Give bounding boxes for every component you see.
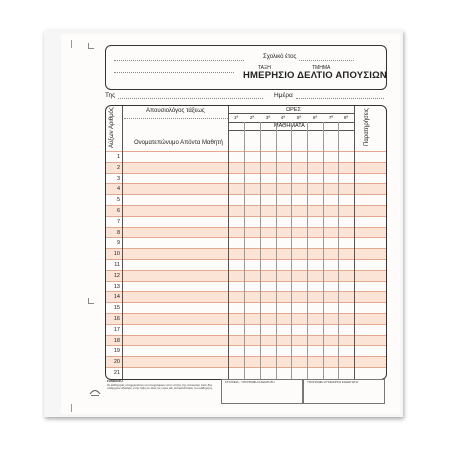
table-row[interactable]: [106, 345, 386, 356]
table-row[interactable]: [106, 151, 386, 162]
registry-line: [124, 118, 228, 119]
class-label: ΤΑΞΗ: [258, 65, 271, 71]
student-name-header: Ονοματεπώνυμο Απόντα Μαθητή: [134, 140, 223, 146]
corner-mark-middle: [88, 298, 94, 304]
period-5-header: 5ª: [296, 115, 302, 120]
table-row[interactable]: [106, 281, 386, 292]
form-title: ΗΜΕΡΗΣΙΟ ΔΕΛΤΙΟ ΑΠΟΥΣΙΩΝ: [243, 70, 387, 81]
row-number: 8: [116, 229, 120, 236]
header-box: [105, 45, 387, 90]
col-divider-period: [260, 122, 261, 379]
row-number: 3: [116, 175, 120, 182]
period-8-header: 8ª: [343, 115, 349, 120]
school-year-label: Σχολικό έτος: [263, 54, 297, 60]
row-number: 21: [113, 370, 120, 376]
col-divider-period: [338, 122, 339, 379]
form-footer: [105, 379, 385, 403]
registry-header: Απουσιολόγος τάξεως: [146, 108, 205, 114]
period-1-header: 1ª: [233, 115, 239, 120]
note-text: Οι καθηγητές υποχρεούνται να υπογράφουν στην στήλη της απουσίας όταν δεν υπάρχουν αλλαγές στην τάξη σε όλες τις ώρες και αντικατάσταση του καθηγητή.: [107, 383, 213, 391]
row-number: 20: [113, 359, 120, 366]
row-number: 11: [114, 262, 120, 268]
row-number: 2: [116, 164, 120, 171]
margin-tick-top: [71, 40, 72, 48]
row-number: 1: [116, 154, 120, 160]
section-label: ΤΜΗΜΑ: [312, 65, 331, 71]
subjects-header: ΜΑΘΗΜΑΤΑ: [274, 123, 305, 129]
col-divider-period: [244, 122, 245, 379]
table-header: [106, 106, 386, 151]
hours-divider: [228, 113, 354, 114]
row-number: 10: [113, 251, 120, 258]
serial-number-header: Αύξων Αριθμός: [109, 107, 115, 148]
period-4-header: 4ª: [280, 115, 286, 120]
table-row[interactable]: [106, 227, 386, 238]
margin-tick-bottom: [71, 404, 72, 412]
row-number: 18: [113, 337, 120, 344]
table-row[interactable]: [106, 162, 386, 173]
of-label: Της: [105, 92, 116, 99]
rows-container: [106, 151, 386, 379]
day-field[interactable]: [296, 98, 384, 99]
col-divider-remarks: [354, 106, 355, 379]
principal-signature-box[interactable]: [303, 379, 385, 404]
table-row[interactable]: [106, 259, 386, 270]
absence-table: [105, 105, 387, 380]
row-number: 12: [113, 272, 120, 279]
row-number: 7: [116, 218, 120, 225]
table-row[interactable]: [106, 302, 386, 313]
school-year-field[interactable]: [299, 60, 354, 61]
teacher-signature-box[interactable]: [221, 379, 303, 404]
col-divider-period: [276, 122, 277, 379]
col-divider-name: [228, 106, 229, 379]
col-divider-period: [307, 122, 308, 379]
row-number: 13: [113, 283, 120, 290]
row-number: 19: [113, 348, 120, 355]
row-number: 14: [113, 294, 120, 301]
table-row[interactable]: [106, 335, 386, 346]
period-7-header: 7ª: [328, 115, 334, 120]
header-blank-line[interactable]: [114, 60, 244, 61]
table-row[interactable]: [106, 291, 386, 302]
row-number: 6: [116, 208, 120, 214]
period-6-header: 6ª: [312, 115, 318, 120]
table-row[interactable]: [106, 205, 386, 216]
row-number: 4: [116, 186, 120, 193]
period-3-header: 3ª: [265, 115, 271, 120]
day-label: Ημέρα: [274, 92, 293, 99]
publisher-logo: [88, 386, 102, 398]
table-row[interactable]: [106, 183, 386, 194]
period-2-header: 2ª: [249, 115, 255, 120]
date-field[interactable]: [118, 98, 263, 99]
row-number: 15: [113, 305, 120, 312]
row-number: 17: [113, 326, 120, 333]
table-row[interactable]: [106, 270, 386, 281]
table-row[interactable]: [106, 313, 386, 324]
table-row[interactable]: [106, 356, 386, 367]
table-row[interactable]: [106, 324, 386, 335]
col-divider-period: [291, 122, 292, 379]
table-row[interactable]: [106, 173, 386, 184]
table-row[interactable]: [106, 367, 386, 378]
hours-header: ΩΡΕΣ: [286, 107, 301, 113]
table-row[interactable]: [106, 248, 386, 259]
corner-mark-top: [88, 43, 94, 49]
table-row[interactable]: [106, 216, 386, 227]
note-box: [105, 379, 219, 402]
table-row[interactable]: [106, 237, 386, 248]
teacher-signature-label: ΣΤΟΙΧΕΙΑ - ΥΠΟΓΡΑΦΗ ΚΑΘΗΓΗΤΗ: [225, 380, 275, 384]
row-number: 16: [113, 316, 120, 322]
remarks-header: Παρατηρήσεις: [364, 108, 370, 146]
row-number: 9: [116, 240, 120, 247]
col-divider-period: [323, 122, 324, 379]
class-field[interactable]: [114, 72, 234, 73]
col-divider-serial: [122, 106, 123, 379]
note-title: ΣΗΜΕΙΩΣΗ: [107, 379, 123, 383]
table-row[interactable]: [106, 194, 386, 205]
row-number: 5: [116, 197, 120, 204]
principal-signature-label: ΥΠΟΓΡΑΦΗ ΛΥΚΕΙΑΡΧΗ ΚΑΘΗΓΗΤΗ: [307, 380, 358, 384]
